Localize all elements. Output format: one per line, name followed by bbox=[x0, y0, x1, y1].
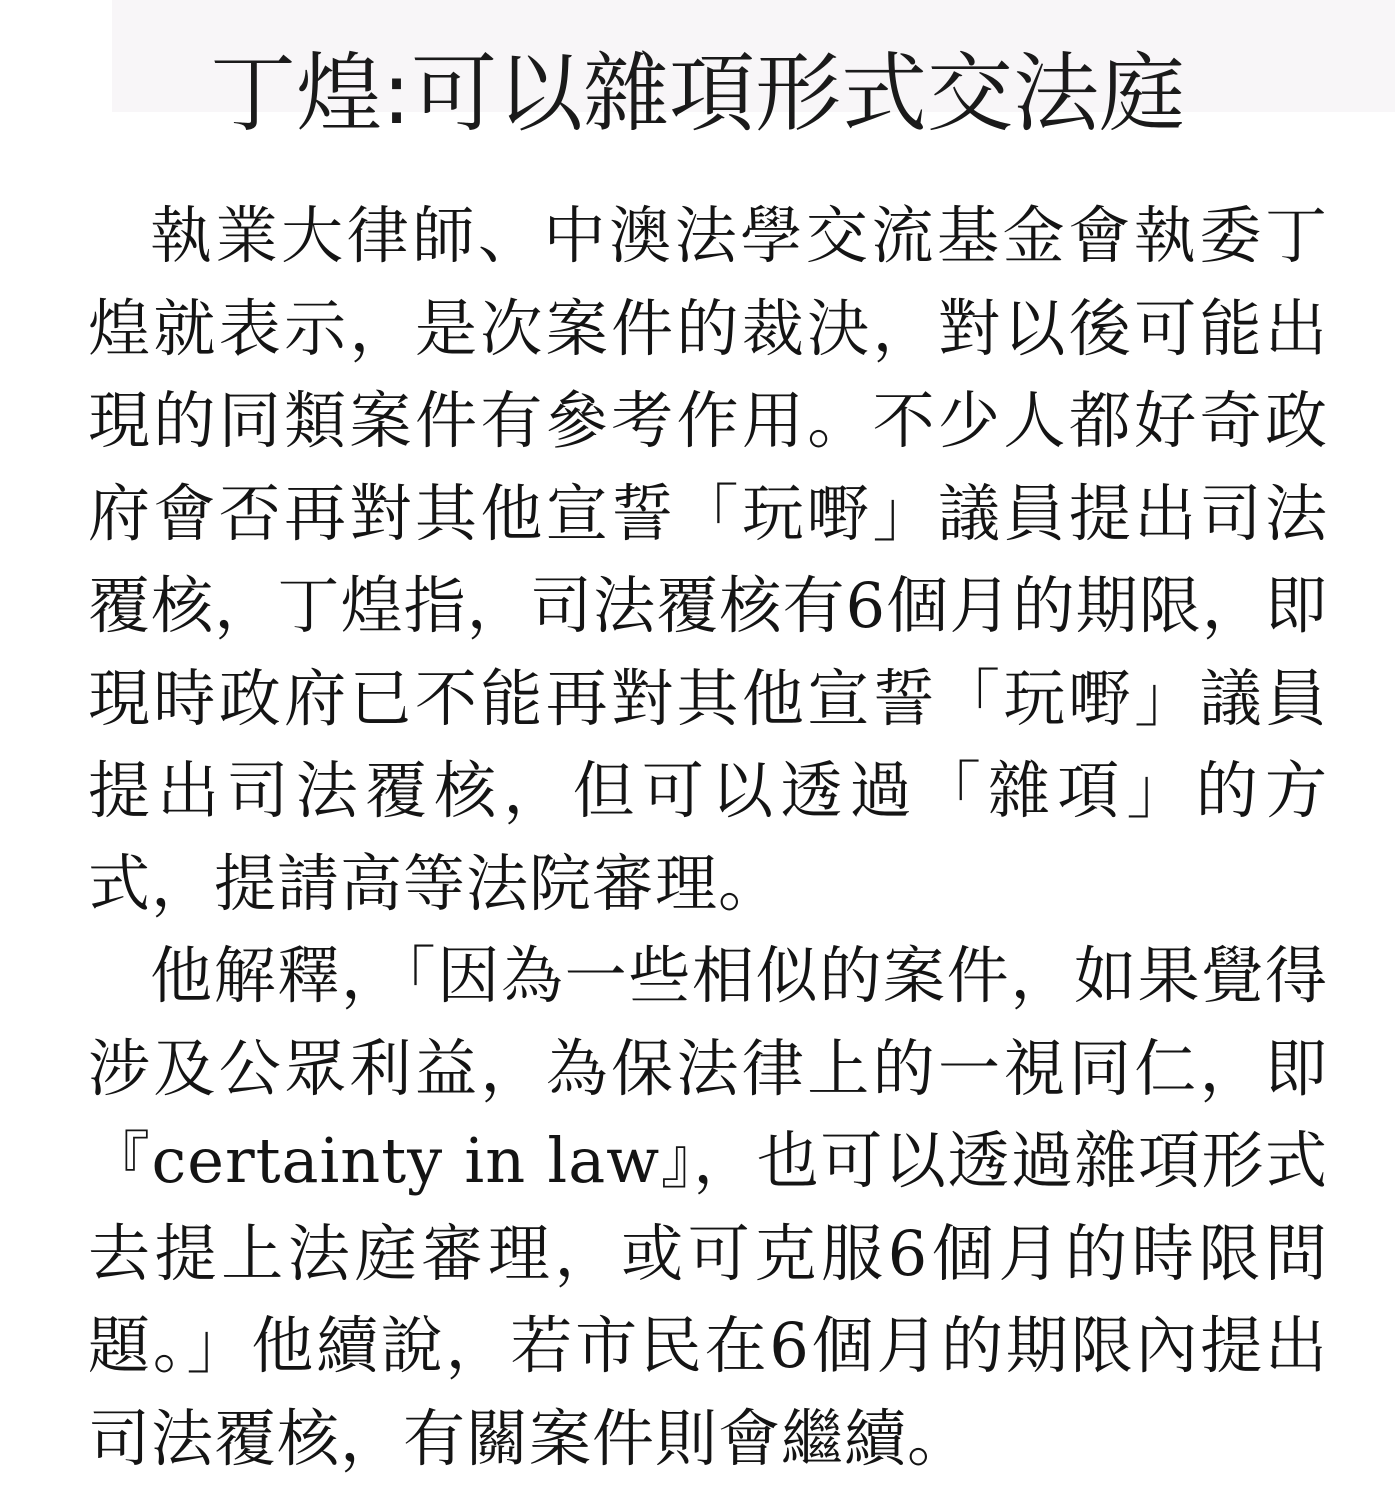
article-body bbox=[88, 190, 1328, 1485]
headline: 丁煌:可以雜項形式交法庭 bbox=[210, 44, 1185, 144]
paragraph-2: 他解釋，「因為一些相似的案件，如果覺得涉及公眾利益，為保法律上的一視同仁，即『certainty in law』，也可以透過雜項形式去提上法庭審理，或可克服6個月的時限問題。」他續說，若市民在6個月的期限內提出司法覆核，有關案件則會繼續。 bbox=[88, 939, 1328, 1475]
paragraph-1: 執業大律師、中澳法學交流基金會執委丁煌就表示，是次案件的裁決，對以後可能出現的同類案件有參考作用。不少人都好奇政府會否再對其他宣誓「玩嘢」議員提出司法覆核，丁煌指，司法覆核有6個月的期限，即現時政府已不能再對其他宣誓「玩嘢」議員提出司法覆核，但可以透過「雜項」的方式，提請高等法院審理。 bbox=[88, 199, 1328, 920]
